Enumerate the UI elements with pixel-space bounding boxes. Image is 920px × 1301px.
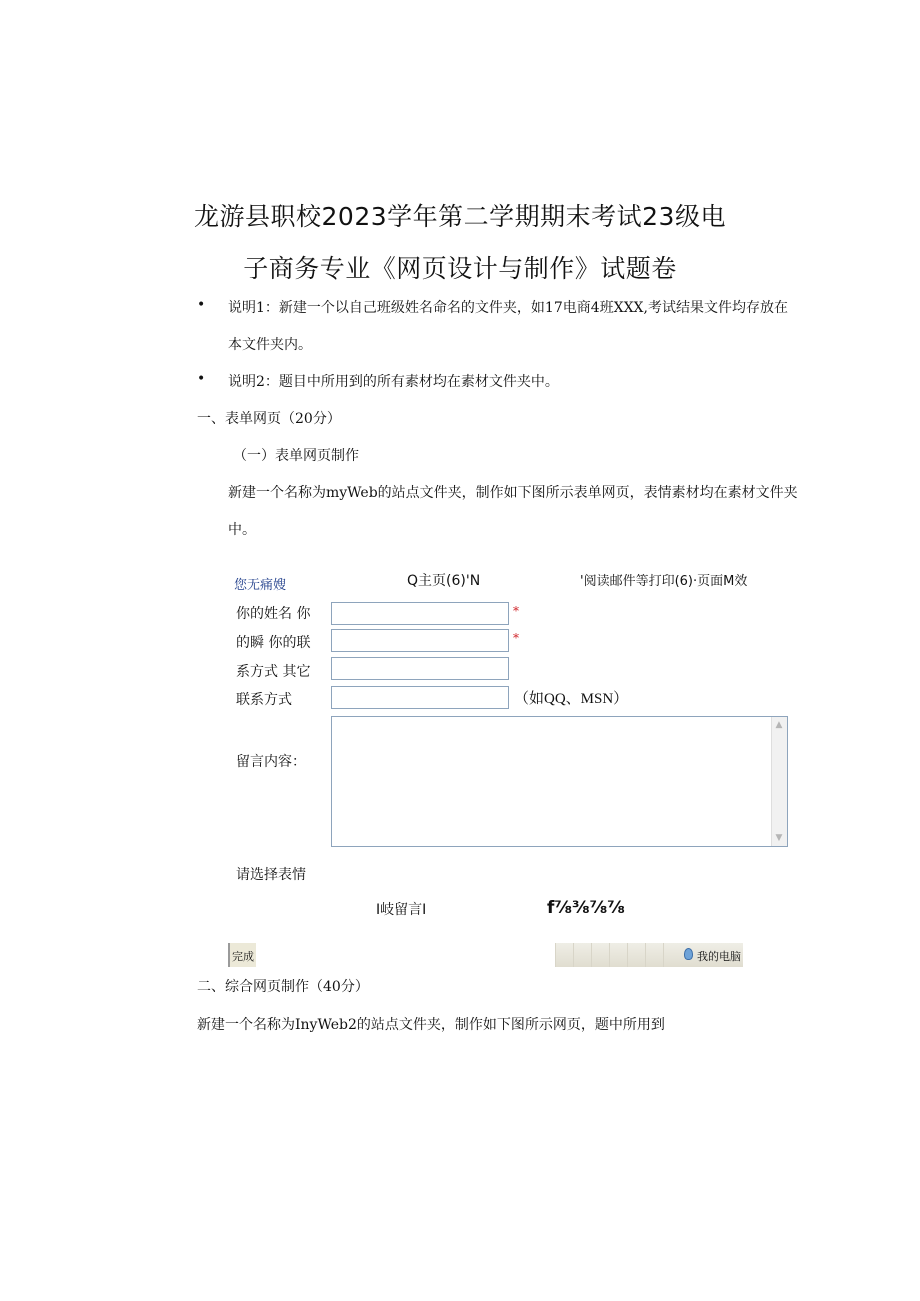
status-bar-panels xyxy=(555,943,681,967)
section-1-subheading: （一）表单网页制作 xyxy=(233,448,359,464)
label-emotion: 请选择表情 xyxy=(236,867,306,883)
note-2-bullet: • xyxy=(197,371,206,387)
document-title-line-1: 龙游县职校2023学年第二学期期末考试23级电 xyxy=(194,202,726,231)
browser-header-left: 您无痛嫂 xyxy=(234,578,287,593)
scroll-down-icon[interactable]: ▼ xyxy=(775,833,783,843)
document-title-line-2: 子商务专业《网页设计与制作》试题卷 xyxy=(243,254,677,283)
status-bar-right xyxy=(555,943,743,967)
required-mark-name: * xyxy=(513,604,519,618)
browser-header-right[interactable]: '阅读邮件等打印(6)·页面M效 xyxy=(580,574,748,589)
label-contact-3: 联系方式 xyxy=(236,692,292,708)
emotion-options[interactable]: f⅞⅜⅞⅞ xyxy=(547,898,625,918)
submit-message-button[interactable]: I岐留言I xyxy=(376,902,427,918)
status-done-text: 完成 xyxy=(232,950,254,963)
contact-input[interactable] xyxy=(331,629,509,652)
note-2-line-1: 说明2：题目中所用到的所有素材均在素材文件夹中。 xyxy=(228,374,559,390)
section-1-desc-line-2: 中。 xyxy=(228,522,256,538)
section-2-desc: 新建一个名称为InyWeb2的站点文件夹，制作如下图所示网页，题中所用到 xyxy=(197,1017,665,1033)
label-contact-2: 系方式 其它 xyxy=(236,664,311,680)
status-bar-left xyxy=(228,943,256,967)
scroll-up-icon[interactable]: ▲ xyxy=(775,720,783,730)
required-mark-contact: * xyxy=(513,631,519,645)
name-input[interactable] xyxy=(331,602,509,625)
section-1-desc-line-1: 新建一个名称为myWeb的站点文件夹，制作如下图所示表单网页，表情素材均在素材文件夹 xyxy=(228,485,798,501)
label-message: 留言内容： xyxy=(236,754,306,770)
message-scrollbar[interactable] xyxy=(771,717,787,846)
section-2-heading: 二、综合网页制作（40分） xyxy=(197,979,369,995)
note-1-line-2: 本文件夹内。 xyxy=(228,337,312,353)
note-1-line-1: 说明1：新建一个以自己班级姓名命名的文件夹，如17电商4班XXX,考试结果文件均存放在 xyxy=(228,300,788,316)
browser-header-home[interactable]: Q主页(6)'N xyxy=(407,573,481,589)
section-1-heading: 一、表单网页（20分） xyxy=(197,411,341,427)
other-contact-input[interactable] xyxy=(331,657,509,680)
message-textarea[interactable] xyxy=(331,716,788,847)
other-contact-input-2[interactable] xyxy=(331,686,509,709)
label-name: 你的姓名 你 xyxy=(236,606,311,622)
qq-msn-hint: （如QQ、MSN） xyxy=(514,691,629,707)
status-computer-text: 我的电脑 xyxy=(697,950,741,963)
computer-icon xyxy=(684,948,693,960)
note-1-bullet: • xyxy=(197,297,206,313)
label-contact-1: 的瞬 你的联 xyxy=(236,635,311,651)
